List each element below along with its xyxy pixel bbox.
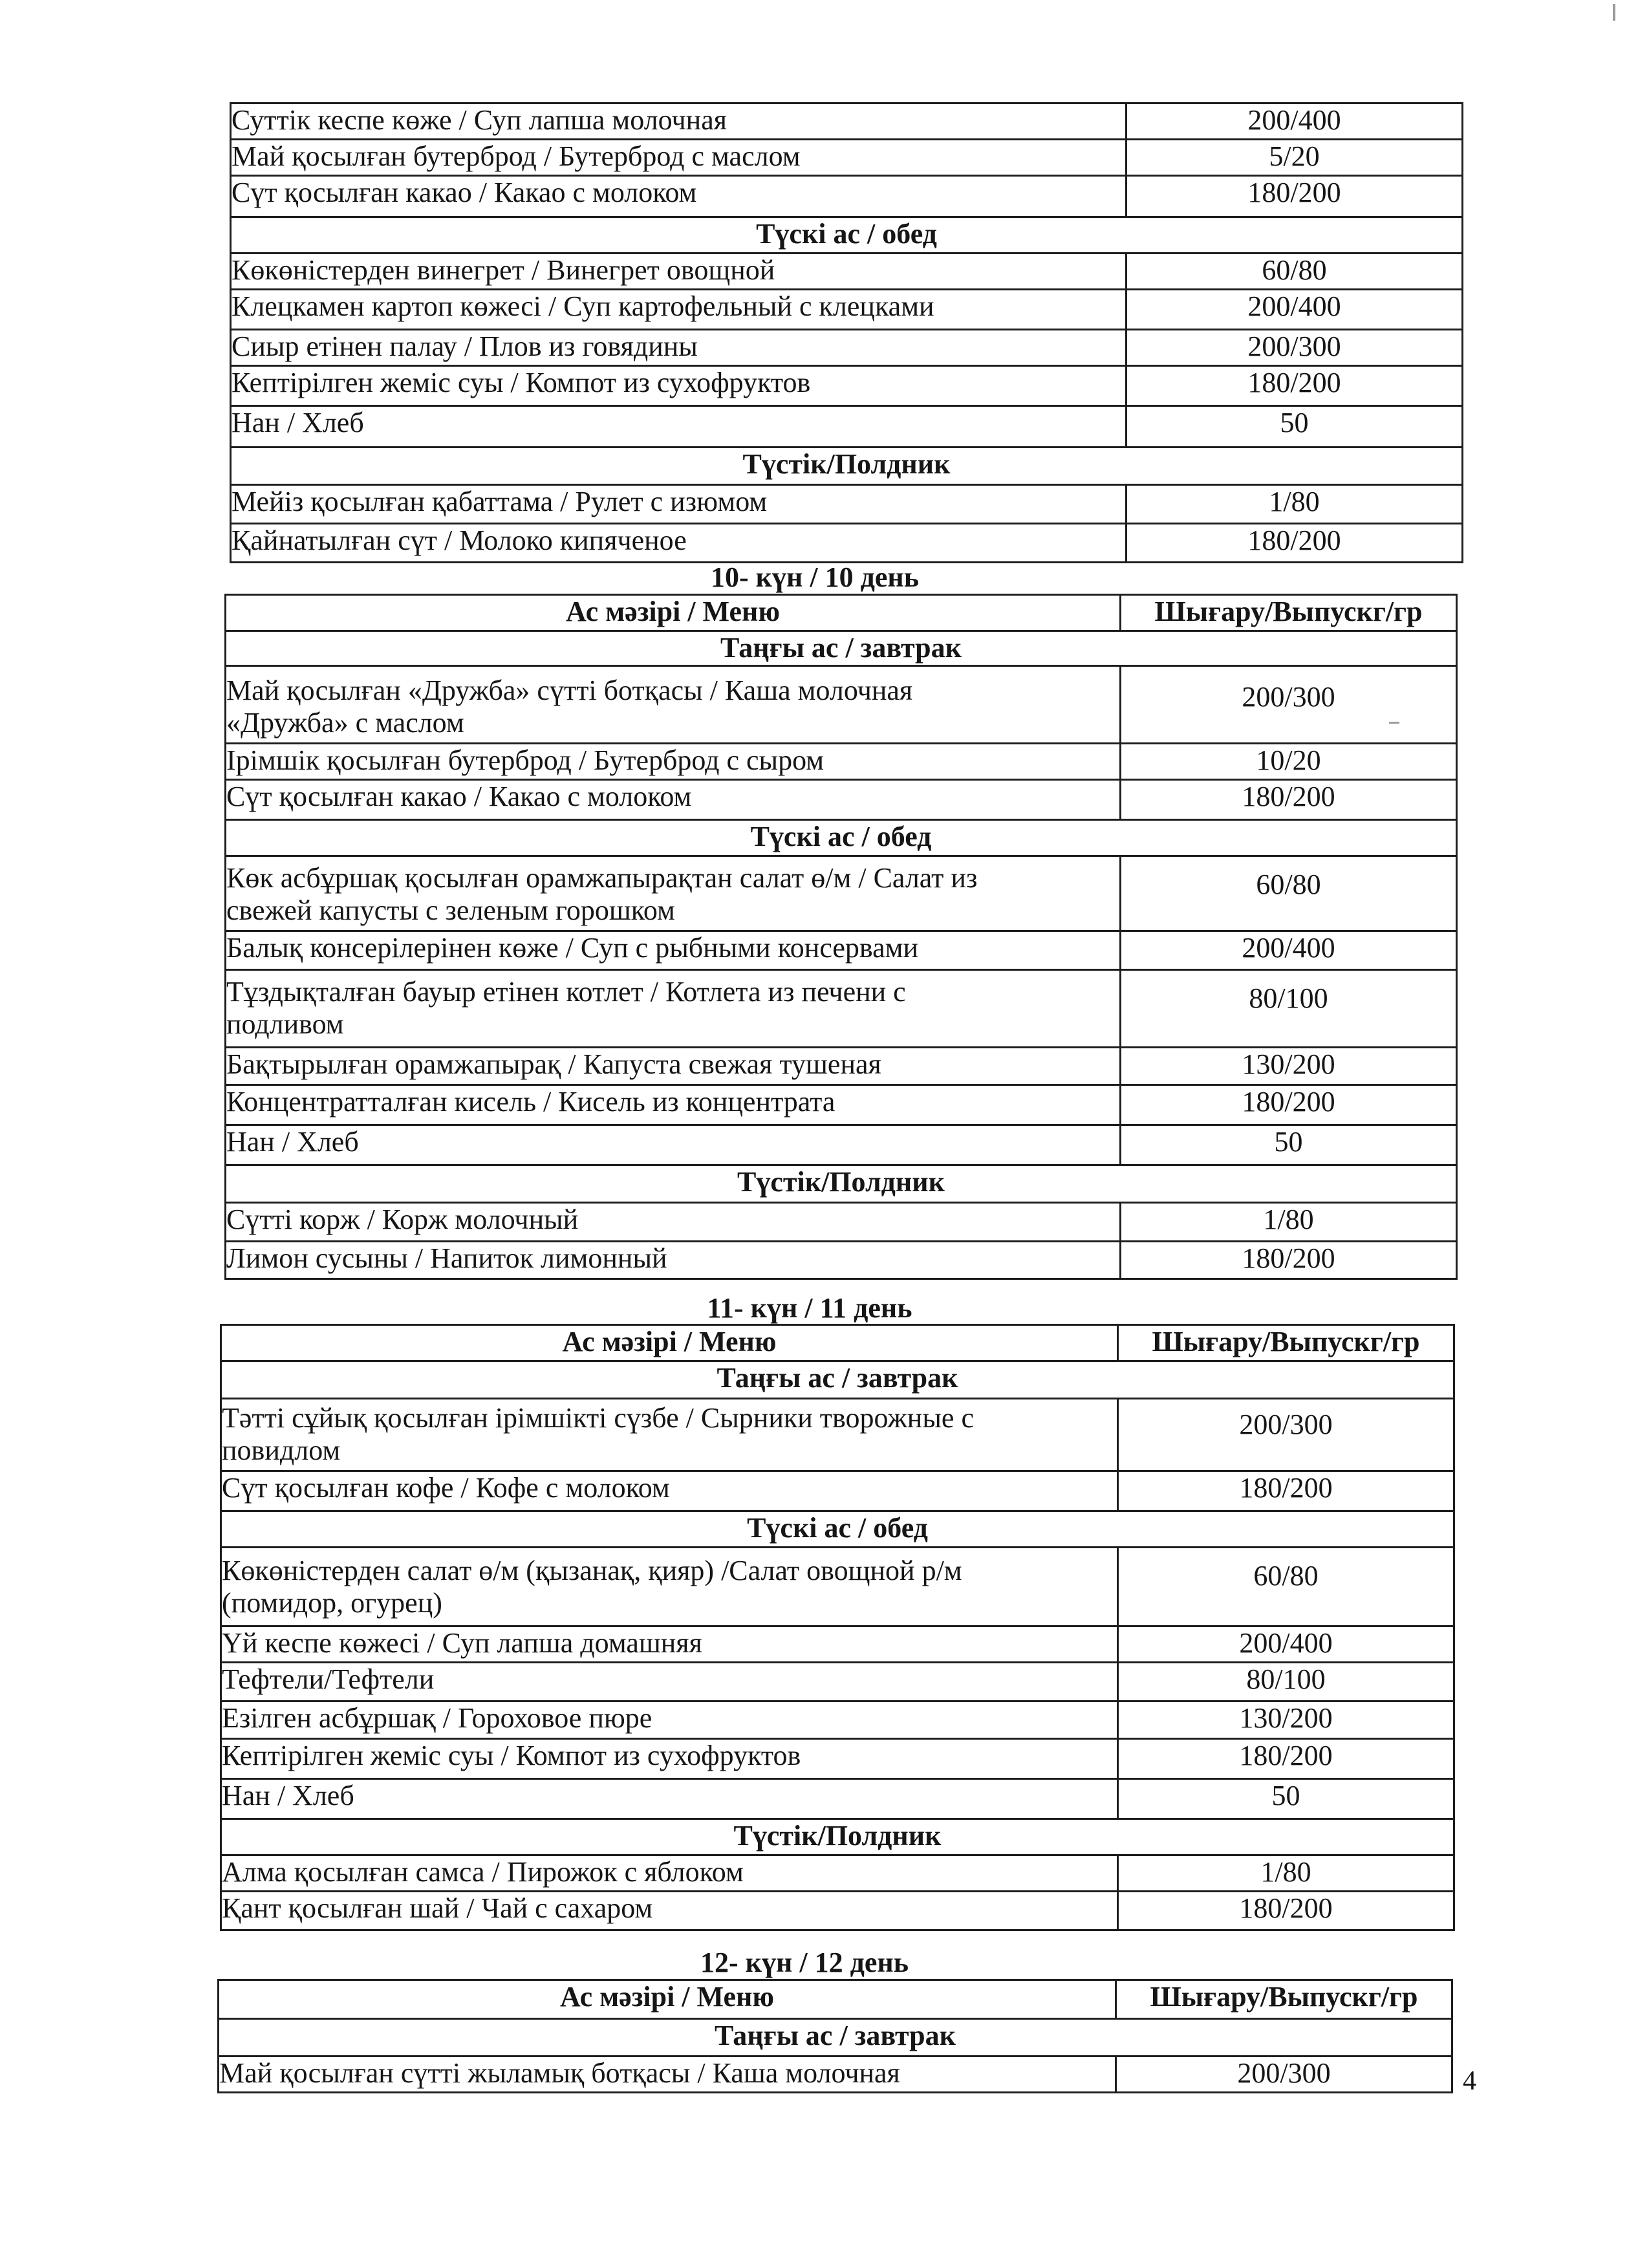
table-row [231,254,1463,290]
table-row [221,1739,1454,1779]
amount-cell: 130/200 [1118,1701,1454,1739]
dish-cell: Үй кеспе көжесі / Суп лапша домашняя [221,1626,1118,1663]
table-row [226,744,1457,780]
amount-cell: 180/200 [1126,366,1463,406]
amount-cell: 200/300 [1116,2057,1452,2093]
amount-cell: 180/200 [1121,1085,1457,1125]
section-title-lunch: Түскі ас / обед [226,820,1457,856]
output-column-header: Шығару/Выпускг/гр [1118,1325,1454,1361]
output-column-header: Шығару/Выпускг/гр [1116,1980,1452,2019]
amount-cell: 200/300 [1126,330,1463,366]
amount-cell: 180/200 [1121,1242,1457,1279]
amount-cell: 200/400 [1126,290,1463,330]
section-row [231,448,1463,485]
table-row [231,290,1463,330]
menu-column-header: Ас мәзірі / Меню [221,1325,1118,1361]
dish-cell: Бақтырылған орамжапырақ / Капуста свежая тушеная [226,1048,1121,1085]
dish-cell: Балық консерілерінен көже / Суп с рыбными консервами [226,931,1121,970]
table-row [226,856,1457,931]
table-row [231,524,1463,563]
amount-cell: 180/200 [1126,176,1463,217]
scan-mark [1389,722,1399,724]
dish-cell: Нан / Хлеб [226,1125,1121,1165]
dish-cell: Мейіз қосылған қабаттама / Рулет с изюмом [231,485,1126,524]
dish-cell: Май қосылған бутерброд / Бутерброд с маслом [231,140,1126,176]
dish-line: Көкөністерден салат ө/м (қызанақ, қияр) /Салат овощной р/м [222,1555,962,1586]
dish-cell: Нан / Хлеб [221,1779,1118,1819]
section-row [226,820,1457,856]
dish-cell: Нан / Хлеб [231,406,1126,448]
scan-mark [1613,4,1615,21]
dish-cell: Кептірілген жеміс суы / Компот из сухофруктов [221,1739,1118,1779]
amount-cell: 180/200 [1118,1471,1454,1511]
dish-cell: Май қосылған сүтті жыламық ботқасы / Каша молочная [219,2057,1116,2093]
table-row [221,1626,1454,1663]
table-row [221,1663,1454,1701]
table-row [226,1085,1457,1125]
table-row [226,1048,1457,1085]
dish-cell [226,970,1121,1048]
table-row [226,1242,1457,1279]
table-row [221,1471,1454,1511]
table-row [231,366,1463,406]
dish-cell [221,1399,1118,1471]
table-row [231,406,1463,448]
amount-cell: 60/80 [1118,1548,1454,1626]
dish-line: Май қосылған «Дружба» сүтті ботқасы / Каша молочная [226,675,913,706]
dish-cell: Сүтті корж / Корж молочный [226,1203,1121,1242]
dish-cell: Суттік кеспе көже / Суп лапша молочная [231,103,1126,140]
section-row [226,1165,1457,1203]
amount-cell: 200/300 [1121,666,1457,744]
amount-cell: 180/200 [1126,524,1463,563]
dish-line: (помидор, огурец) [222,1587,442,1619]
amount-cell: 80/100 [1121,970,1457,1048]
amount-cell: 50 [1121,1125,1457,1165]
day-title: 11- күн / 11 день [707,1292,912,1324]
amount-cell: 60/80 [1126,254,1463,290]
section-title-breakfast: Таңғы ас / завтрак [221,1361,1454,1399]
menu-column-header: Ас мәзірі / Меню [219,1980,1116,2019]
amount-cell: 200/300 [1118,1399,1454,1471]
dish-cell [221,1548,1118,1626]
dish-cell: Сиыр етінен палау / Плов из говядины [231,330,1126,366]
section-row [221,1361,1454,1399]
menu-column-header: Ас мәзірі / Меню [226,595,1121,631]
dish-cell: Сүт қосылған какао / Какао с молоком [226,780,1121,820]
header-row [219,1980,1452,2019]
table-row [226,931,1457,970]
amount-cell: 1/80 [1126,485,1463,524]
dish-cell: Тефтели/Тефтели [221,1663,1118,1701]
amount-cell: 1/80 [1118,1855,1454,1892]
section-title-snack: Түстік/Полдник [226,1165,1457,1203]
amount-cell: 10/20 [1121,744,1457,780]
dish-cell: Көкөністерден винегрет / Винегрет овощной [231,254,1126,290]
dish-line: Тәтті сұйық қосылған ірімшікті сүзбе / Сырники творожные с [222,1402,974,1434]
section-title-breakfast: Таңғы ас / завтрак [219,2019,1452,2057]
header-row [226,595,1457,631]
amount-cell: 180/200 [1118,1892,1454,1930]
section-row [231,217,1463,254]
table-row [226,1203,1457,1242]
dish-cell [226,856,1121,931]
table-row [219,2057,1452,2093]
table-row [221,1855,1454,1892]
menu-table-day12 [217,1979,1453,2093]
day-title: 10- күн / 10 день [711,561,919,593]
amount-cell: 50 [1118,1779,1454,1819]
dish-cell [226,666,1121,744]
menu-table-day9 [230,102,1463,563]
table-row [226,666,1457,744]
section-title-lunch: Түскі ас / обед [221,1511,1454,1548]
table-row [231,140,1463,176]
section-title-breakfast: Таңғы ас / завтрак [226,631,1457,666]
dish-cell: Ірімшік қосылған бутерброд / Бутерброд с сыром [226,744,1121,780]
table-row [226,780,1457,820]
header-row [221,1325,1454,1361]
dish-line: свежей капусты с зеленым горошком [226,894,675,926]
table-row [231,176,1463,217]
table-row [221,1399,1454,1471]
dish-line: Тұздықталған бауыр етінен котлет / Котлета из печени с [226,976,906,1008]
output-column-header: Шығару/Выпускг/гр [1121,595,1457,631]
section-title-snack: Түстік/Полдник [231,448,1463,485]
dish-cell: Лимон сусыны / Напиток лимонный [226,1242,1121,1279]
table-row [221,1548,1454,1626]
section-title-lunch: Түскі ас / обед [231,217,1463,254]
dish-line: Көк асбұршақ қосылған орамжапырақтан салат ө/м / Салат из [226,862,978,894]
section-row [219,2019,1452,2057]
dish-cell: Сүт қосылған какао / Какао с молоком [231,176,1126,217]
amount-cell: 5/20 [1126,140,1463,176]
table-row [226,1125,1457,1165]
day-title: 12- күн / 12 день [700,1947,909,1978]
dish-line: повидлом [222,1434,341,1466]
amount-cell: 60/80 [1121,856,1457,931]
table-row [226,970,1457,1048]
amount-cell: 130/200 [1121,1048,1457,1085]
dish-cell: Концентратталған кисель / Кисель из концентрата [226,1085,1121,1125]
dish-cell: Алма қосылған самса / Пирожок с яблоком [221,1855,1118,1892]
table-row [231,103,1463,140]
amount-cell: 80/100 [1118,1663,1454,1701]
section-row [221,1511,1454,1548]
dish-cell: Сүт қосылған кофе / Кофе с молоком [221,1471,1118,1511]
section-row [226,631,1457,666]
table-row [221,1892,1454,1930]
dish-cell: Кептірілген жеміс суы / Компот из сухофруктов [231,366,1126,406]
page-number: 4 [1463,2066,1476,2096]
amount-cell: 180/200 [1118,1739,1454,1779]
table-row [221,1701,1454,1739]
menu-table-day10 [224,594,1458,1280]
dish-cell: Езілген асбұршақ / Гороховое пюре [221,1701,1118,1739]
amount-cell: 180/200 [1121,780,1457,820]
amount-cell: 200/400 [1121,931,1457,970]
section-title-snack: Түстік/Полдник [221,1819,1454,1855]
dish-cell: Қайнатылған сүт / Молоко кипяченое [231,524,1126,563]
table-row [231,485,1463,524]
dish-line: подливом [226,1008,344,1040]
table-row [221,1779,1454,1819]
dish-cell: Қант қосылған шай / Чай с сахаром [221,1892,1118,1930]
amount-cell: 200/400 [1126,103,1463,140]
amount-cell: 200/400 [1118,1626,1454,1663]
amount-cell: 1/80 [1121,1203,1457,1242]
section-row [221,1819,1454,1855]
dish-cell: Клецкамен картоп көжесі / Суп картофельный с клецками [231,290,1126,330]
menu-table-day11 [220,1324,1455,1931]
amount-cell: 50 [1126,406,1463,448]
table-row [231,330,1463,366]
dish-line: «Дружба» с маслом [226,707,464,739]
